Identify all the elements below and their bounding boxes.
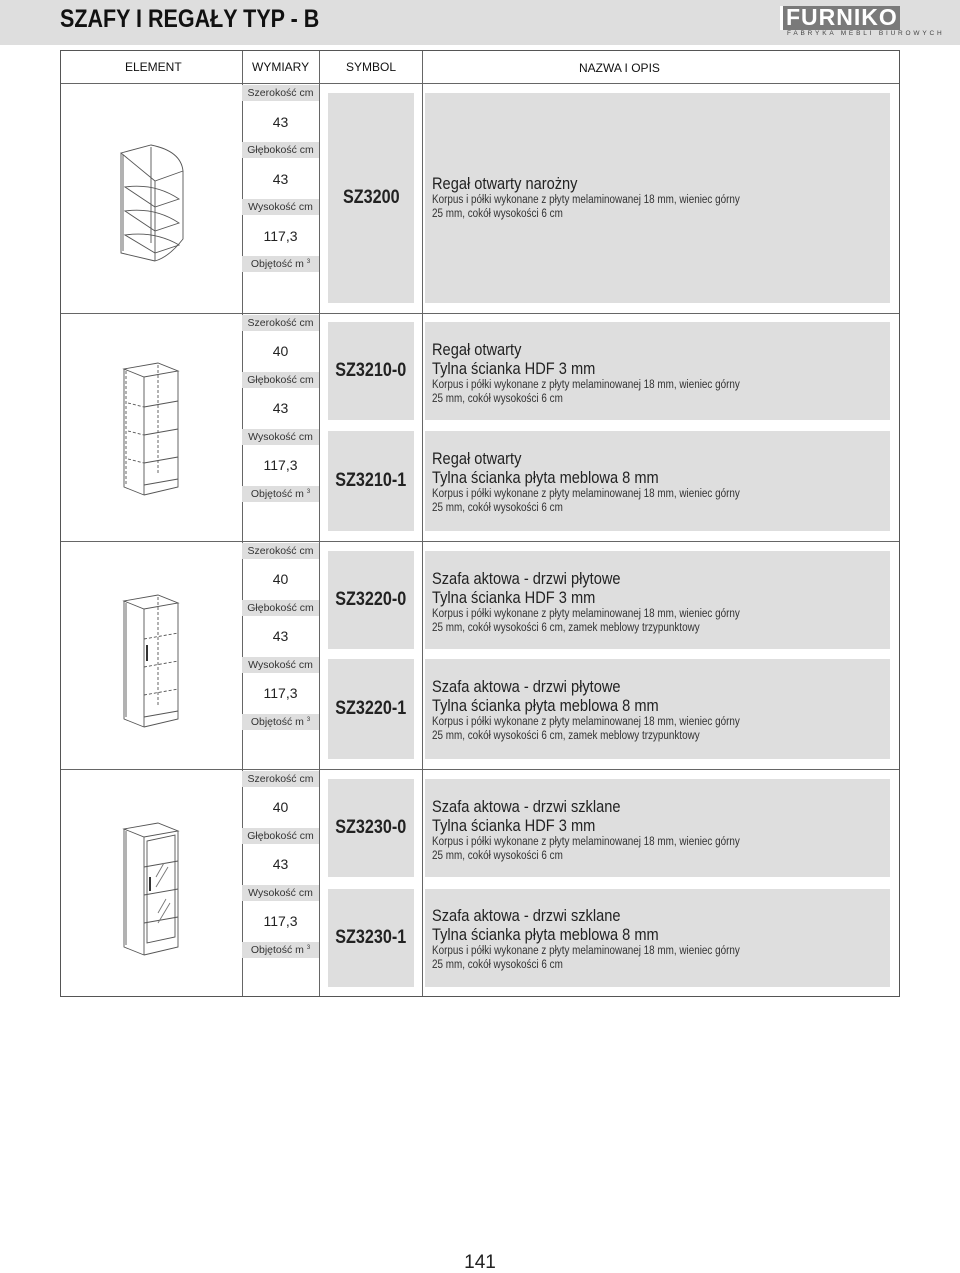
volume-label: [242, 258, 319, 270]
description-detail: 25 mm, cokół wysokości 6 cm: [432, 502, 563, 514]
description-cell: [425, 93, 890, 303]
height-label: Wysokość cm: [248, 431, 313, 443]
product-symbol: SZ3200: [342, 187, 400, 208]
description-cell: [425, 431, 890, 531]
symbol-cell: [328, 659, 414, 759]
depth-label: Głębokość cm: [247, 144, 314, 156]
volume-unit-exponent: 3: [306, 717, 311, 723]
description-title: Szafa aktowa - drzwi szklane: [432, 906, 621, 925]
description-cell: [425, 659, 890, 759]
header-symbol: SYMBOL: [346, 60, 397, 74]
product-symbol: SZ3210-0: [335, 360, 407, 381]
description-cell: [425, 889, 890, 987]
volume-label-text: Objętość m: [250, 716, 304, 728]
width-label: Szerokość cm: [247, 317, 314, 329]
description-subtitle: Tylna ścianka płyta meblowa 8 mm: [432, 696, 659, 715]
depth-value: 43: [272, 628, 289, 644]
column-divider: [319, 51, 320, 996]
volume-unit-exponent: 3: [306, 945, 311, 951]
description-detail: Korpus i półki wykonane z płyty melaminowanej 18 mm, wieniec górny: [432, 194, 740, 206]
height-label: Wysokość cm: [248, 887, 313, 899]
volume-unit-exponent: 3: [306, 489, 311, 495]
volume-unit-exponent: 3: [306, 259, 311, 265]
symbol-cell: [328, 889, 414, 987]
description-detail: 25 mm, cokół wysokości 6 cm, zamek meblowy trzypunktowy: [432, 730, 700, 742]
description-detail: 25 mm, cokół wysokości 6 cm: [432, 393, 563, 405]
product-table: [60, 50, 900, 997]
product-symbol: SZ3230-1: [335, 927, 407, 948]
corner-shelf-illustration: [111, 141, 201, 271]
height-value: 117,3: [263, 457, 298, 473]
row-divider: [61, 83, 899, 84]
height-value: 117,3: [263, 913, 298, 929]
width-label: Szerokość cm: [247, 773, 314, 785]
open-shelf-illustration: [116, 359, 196, 509]
row-divider: [61, 769, 899, 770]
column-divider: [422, 51, 423, 996]
width-label: Szerokość cm: [247, 87, 314, 99]
depth-value: 43: [272, 171, 289, 187]
cabinet-wood-door-illustration: [116, 589, 196, 739]
description-subtitle: Tylna ścianka HDF 3 mm: [432, 588, 596, 607]
volume-label: [242, 944, 319, 956]
description-title: Regał otwarty: [432, 340, 522, 359]
height-value: 117,3: [263, 685, 298, 701]
width-label: Szerokość cm: [247, 545, 314, 557]
product-symbol: SZ3220-0: [335, 589, 407, 610]
description-detail: Korpus i półki wykonane z płyty melaminowanej 18 mm, wieniec górny: [432, 836, 740, 848]
row-divider: [61, 313, 899, 314]
description-title: Regał otwarty narożny: [432, 174, 578, 193]
description-detail: Korpus i półki wykonane z płyty melaminowanej 18 mm, wieniec górny: [432, 608, 740, 620]
column-divider: [242, 51, 243, 996]
description-detail: Korpus i półki wykonane z płyty melaminowanej 18 mm, wieniec górny: [432, 488, 740, 500]
description-title: Szafa aktowa - drzwi płytowe: [432, 677, 621, 696]
header-dimensions: WYMIARY: [252, 60, 310, 74]
cabinet-glass-door-illustration: [116, 817, 196, 967]
header-name: NAZWA I OPIS: [579, 61, 660, 75]
description-subtitle: Tylna ścianka płyta meblowa 8 mm: [432, 925, 659, 944]
brand-logo: [780, 4, 945, 37]
width-value: 40: [272, 343, 289, 359]
height-label: Wysokość cm: [248, 659, 313, 671]
symbol-cell: [328, 93, 414, 303]
volume-label: [242, 716, 319, 728]
description-title: Szafa aktowa - drzwi szklane: [432, 797, 621, 816]
description-detail: 25 mm, cokół wysokości 6 cm, zamek meblowy trzypunktowy: [432, 622, 700, 634]
depth-value: 43: [272, 400, 289, 416]
page-header: [0, 0, 960, 45]
description-detail: Korpus i półki wykonane z płyty melaminowanej 18 mm, wieniec górny: [432, 945, 740, 957]
door-handle-icon: [146, 645, 148, 661]
volume-label-text: Objętość m: [250, 944, 304, 956]
description-detail: 25 mm, cokół wysokości 6 cm: [432, 959, 563, 971]
description-detail: Korpus i półki wykonane z płyty melaminowanej 18 mm, wieniec górny: [432, 379, 740, 391]
symbol-cell: [328, 551, 414, 649]
description-cell: [425, 779, 890, 877]
symbol-cell: [328, 431, 414, 531]
depth-label: Głębokość cm: [247, 374, 314, 386]
description-detail: 25 mm, cokół wysokości 6 cm: [432, 850, 563, 862]
page-number: 141: [464, 1252, 496, 1273]
depth-value: 43: [272, 856, 289, 872]
width-value: 40: [272, 571, 289, 587]
product-symbol: SZ3210-1: [335, 470, 407, 491]
height-value: 117,3: [263, 228, 298, 244]
volume-label-text: Objętość m: [250, 258, 304, 270]
logo-accent: [780, 6, 783, 30]
width-value: 43: [272, 114, 289, 130]
description-detail: Korpus i półki wykonane z płyty melaminowanej 18 mm, wieniec górny: [432, 716, 740, 728]
logo-subtitle: FABRYKA MEBLI BIUROWYCH: [787, 30, 945, 37]
description-subtitle: Tylna ścianka płyta meblowa 8 mm: [432, 468, 659, 487]
volume-label-text: Objętość m: [250, 488, 304, 500]
width-value: 40: [272, 799, 289, 815]
description-subtitle: Tylna ścianka HDF 3 mm: [432, 816, 596, 835]
depth-label: Głębokość cm: [247, 830, 314, 842]
header-element: ELEMENT: [125, 60, 182, 74]
description-title: Szafa aktowa - drzwi płytowe: [432, 569, 621, 588]
door-handle-icon: [149, 877, 151, 891]
description-cell: [425, 322, 890, 420]
description-title: Regał otwarty: [432, 449, 522, 468]
product-symbol: SZ3230-0: [335, 817, 407, 838]
symbol-cell: [328, 322, 414, 420]
description-detail: 25 mm, cokół wysokości 6 cm: [432, 208, 563, 220]
product-symbol: SZ3220-1: [335, 698, 407, 719]
height-label: Wysokość cm: [248, 201, 313, 213]
volume-label: [242, 488, 319, 500]
page-title: SZAFY I REGAŁY TYP - B: [60, 5, 320, 33]
description-subtitle: Tylna ścianka HDF 3 mm: [432, 359, 596, 378]
description-cell: [425, 551, 890, 649]
depth-label: Głębokość cm: [247, 602, 314, 614]
logo-text: FURNIKO: [786, 4, 898, 30]
row-divider: [61, 541, 899, 542]
symbol-cell: [328, 779, 414, 877]
